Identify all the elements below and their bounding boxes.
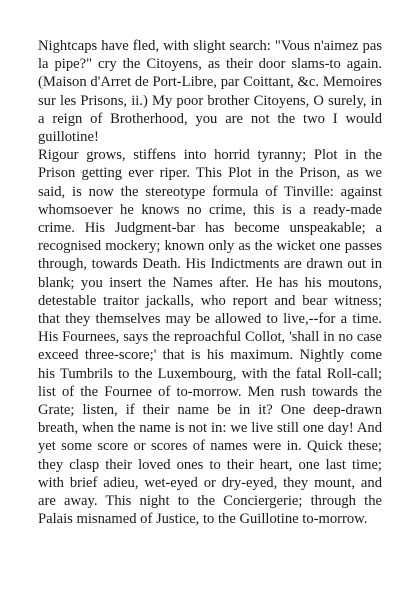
document-page bbox=[38, 37, 382, 528]
paragraph-rigour: Rigour grows, stiffens into horrid tyranny; Plot in the Prison getting ever riper. This Plot in the Prison, as we said, is now the stereotype formula of Tinville: against whomsoever he knows no crime, this is a ready-made crime. His Judgment-bar has become unspeakable; a recognised mockery; known only as the wicket one passes through, towards Death. His Indictments are drawn out in blank; you insert the Names after. He has his moutons, detestable traitor jackalls, who report and bear witness; that they themselves may be allowed to live,--for a time. His Fournees, says the reproachful Collot, 'shall in no case exceed three-score;' that is his maximum. Nightly come his Tumbrils to the Luxembourg, with the fatal Roll-call; list of the Fournee of to-morrow. Men rush towards the Grate; listen, if their name be in it? One deep-drawn breath, when the name is not in: we live still one day! And yet some score or scores of names were in. Quick these; they clasp their loved ones to their heart, one last time; with brief adieu, wet-eyed or dry-eyed, they mount, and are away. This night to the Conciergerie; through the Palais misnamed of Justice, to the Guillotine to-morrow. bbox=[38, 147, 382, 528]
paragraph-nightcaps: Nightcaps have fled, with slight search: "Vous n'aimez pas la pipe?" cry the Citoyens, as their door slams-to again. (Maison d'Arret de Port-Libre, par Coittant, &c. Memoires sur les Prisons, ii.) My poor brother Citoyens, O surely, in a reign of Brotherhood, you are not the two I would guillotine! bbox=[38, 38, 382, 146]
